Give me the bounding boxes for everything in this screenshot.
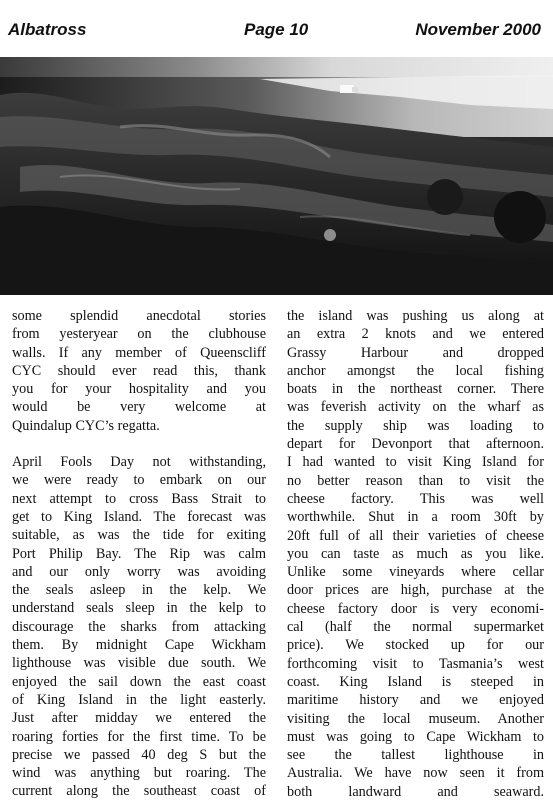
text-line: current along the southeast coast of <box>12 783 266 800</box>
text-line: lighthouse was visible due south. We <box>12 655 266 672</box>
article-paragraph <box>12 453 266 801</box>
text-line: Just after midday we entered the <box>12 710 266 727</box>
coastline-photo-image <box>0 57 553 295</box>
text-line: no better reason than to visit the <box>287 472 544 489</box>
text-line: price). We stocked up for our <box>287 637 544 654</box>
issue-date: November 2000 <box>415 20 541 39</box>
text-line: Quindalup CYC’s regatta. <box>12 417 160 434</box>
text-line: from yesteryear on the clubhouse <box>12 326 266 343</box>
text-line: Unlike some vineyards where cellar <box>287 564 544 581</box>
text-line: maritime history and we enjoyed <box>287 692 544 709</box>
text-line: the seals asleep in the kelp. We <box>12 582 266 599</box>
text-line: understand seals sleep in the kelp to <box>12 600 266 617</box>
text-line: boats in the northeast corner. There <box>287 381 544 398</box>
text-line: visiting the local museum. Another <box>287 710 544 727</box>
text-line: CYC should ever read this, thank <box>12 362 266 379</box>
text-line: we were ready to embark on our <box>12 472 266 489</box>
text-line: an extra 2 knots and we entered <box>287 326 544 343</box>
page-number: Page 10 <box>244 20 309 39</box>
text-line: suitable, as was the tide for exiting <box>12 527 266 544</box>
text-line: worthwhile. Shut in a room 30ft by <box>287 509 544 526</box>
text-line: and our only worry was avoiding <box>12 563 266 580</box>
text-line: 20ft full of all their varieties of cheese <box>287 527 544 544</box>
text-line: discourage the sharks from attacking <box>12 618 266 635</box>
text-line: wind was anything but roaring. The <box>12 765 266 782</box>
text-line: roaring forties for the first time. To be <box>12 728 266 745</box>
publication-title: Albatross <box>8 20 87 39</box>
article-paragraph <box>287 307 544 801</box>
text-line: get to King Island. The forecast was <box>12 508 266 525</box>
article-right-column <box>287 307 544 801</box>
text-line: must was going to Cape Wickham to <box>287 728 544 745</box>
text-line: see the tallest lighthouse in <box>287 747 544 764</box>
text-line: would be very welcome at <box>12 399 266 416</box>
text-line: forthcoming visit to Tasmania’s west <box>287 655 544 672</box>
text-line: some splendid anecdotal stories <box>12 308 266 324</box>
text-line: both landward and seaward. <box>287 783 544 800</box>
text-line: I had wanted to visit King Island for <box>287 454 544 471</box>
text-line: you for your hospitality and you <box>12 381 266 398</box>
coastline-photo <box>0 57 553 295</box>
article-paragraph <box>12 307 266 435</box>
text-line: April Fools Day not withstanding, <box>12 454 266 471</box>
text-line: anchor amongst the local fishing <box>287 362 544 379</box>
article-left-column <box>12 307 266 801</box>
text-line: Grassy Harbour and dropped <box>287 344 544 361</box>
text-line: cal (half the normal supermarket <box>287 619 544 636</box>
text-line: enjoyed the sail down the east coast <box>12 673 266 690</box>
text-line: Australia. We have now seen it from <box>287 765 544 782</box>
text-line: cheese factory door is very economi- <box>287 600 544 617</box>
text-line: you can taste as much as you like. <box>287 545 544 562</box>
text-line: next attempt to cross Bass Strait to <box>12 490 266 507</box>
text-line: cheese factory. This was well <box>287 490 544 507</box>
text-line: door prices are high, purchase at the <box>287 582 544 599</box>
text-line: of King Island in the light easterly. <box>12 691 266 708</box>
text-line: Port Philip Bay. The Rip was calm <box>12 545 266 562</box>
text-line: them. By midnight Cape Wickham <box>12 637 266 654</box>
text-line: coast. King Island is steeped in <box>287 673 544 690</box>
text-line: the supply ship was loading to <box>287 417 544 434</box>
text-line: precise we passed 40 deg S but the <box>12 746 266 763</box>
text-line: walls. If any member of Queenscliff <box>12 344 266 361</box>
text-line: the island was pushing us along at <box>287 308 544 324</box>
text-line: was feverish activity on the wharf as <box>287 399 544 416</box>
page-header <box>0 0 553 56</box>
text-line: depart for Devonport that afternoon. <box>287 436 544 453</box>
